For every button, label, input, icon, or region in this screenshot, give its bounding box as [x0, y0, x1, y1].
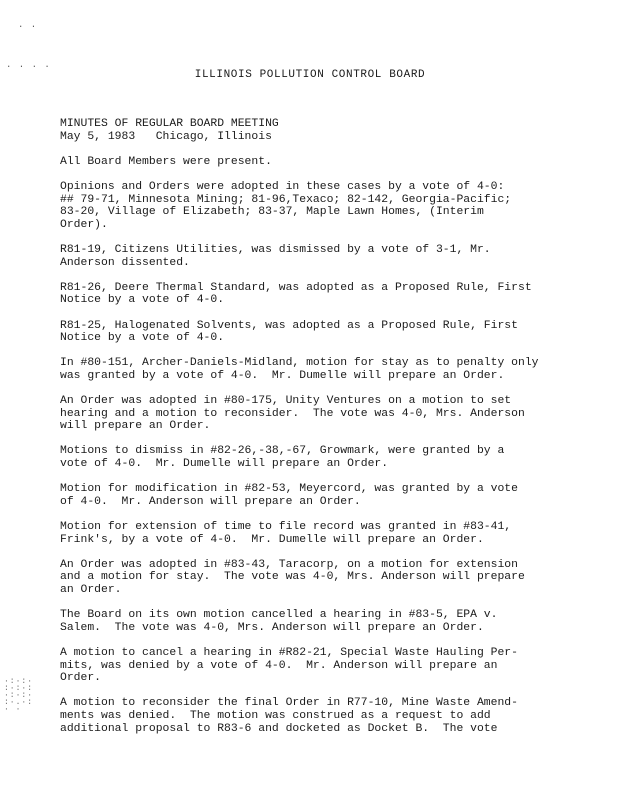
meeting-title: MINUTES OF REGULAR BOARD MEETING	[60, 118, 279, 130]
board-title: ILLINOIS POLLUTION CONTROL BOARD	[194, 69, 426, 81]
paragraph: All Board Members were present.	[60, 155, 272, 168]
paragraph: R81-19, Citizens Utilities, was dismissed by a vote of 3-1, Mr. Anderson dissented.	[60, 243, 491, 269]
scan-dot-row: :·.·:	[4, 698, 34, 707]
paragraph: Motion for extension of time to file record was granted in #83-41, Frink's, by a vote of 4-0. Mr. Dumelle will prepare an Order.	[60, 521, 512, 546]
paragraph: An Order was adopted in #80-175, Unity Ventures on a motion to set hearing and a motion to reconsider. The vote was 4-0, Mrs. Anderson will prepare an Order.	[60, 395, 525, 433]
paragraph: R81-26, Deere Thermal Standard, was adopted as a Proposed Rule, First Notice by a vote of 4-0.	[60, 281, 532, 307]
paragraph: Opinions and Orders were adopted in these cases by a vote of 4-0: ## 79-71, Minnesota Mining; 81-96,Texaco; 82-142, Georgia-Pacific; 83-20, Village of Elizabeth; 83-37, Maple Lawn Homes, (Interim Order).	[60, 180, 512, 231]
paragraph: An Order was adopted in #83-43, Taracorp, on a motion for extension and a motion for stay. The vote was 4-0, Mrs. Anderson will prepare an Order.	[60, 558, 525, 596]
minutes-body	[60, 118, 580, 748]
paragraph: The Board on its own motion cancelled a hearing in #83-5, EPA v. Salem. The vote was 4-0, Mrs. Anderson will prepare an Order.	[60, 609, 498, 634]
paragraph: In #80-151, Archer-Daniels-Midland, motion for stay as to penalty only was granted by a vote of 4-0. Mr. Dumelle will prepare an Order.	[60, 357, 539, 382]
scan-artifact-top: · ·	[18, 22, 38, 32]
paragraph: R81-25, Halogenated Solvents, was adopted as a Proposed Rule, First Notice by a vote of 4-0.	[60, 319, 518, 345]
paragraph: A motion to reconsider the final Order in R77-10, Mine Waste Amend- ments was denied. The motion was construed as a request to add additional proposal to R83-6 and docketed as Docket B. The vote	[60, 697, 518, 735]
meeting-date-place: May 5, 1983 Chicago, Illinois	[60, 130, 272, 143]
scan-dot-row: ·:·:·	[4, 677, 34, 686]
paragraph: Motion for modification in #82-53, Meyercord, was granted by a vote of 4-0. Mr. Anderson will prepare an Order.	[60, 483, 518, 508]
scan-artifact-left: · · · ·	[6, 62, 51, 72]
paragraph: A motion to cancel a hearing in #R82-21, Special Waste Hauling Per- mits, was denied by a vote of 4-0. Mr. Anderson will prepare an Order.	[60, 646, 518, 685]
scan-dot-row: :·:·:	[4, 684, 34, 693]
scan-dot-row: ·:·:·	[4, 691, 34, 700]
paragraph: Motions to dismiss in #82-26,-38,-67, Growmark, were granted by a vote of 4-0. Mr. Dumelle will prepare an Order.	[60, 445, 505, 471]
scan-artifact-bottom-left	[4, 678, 32, 718]
scan-dot-row: · ·	[4, 705, 22, 714]
meeting-heading	[60, 118, 580, 143]
